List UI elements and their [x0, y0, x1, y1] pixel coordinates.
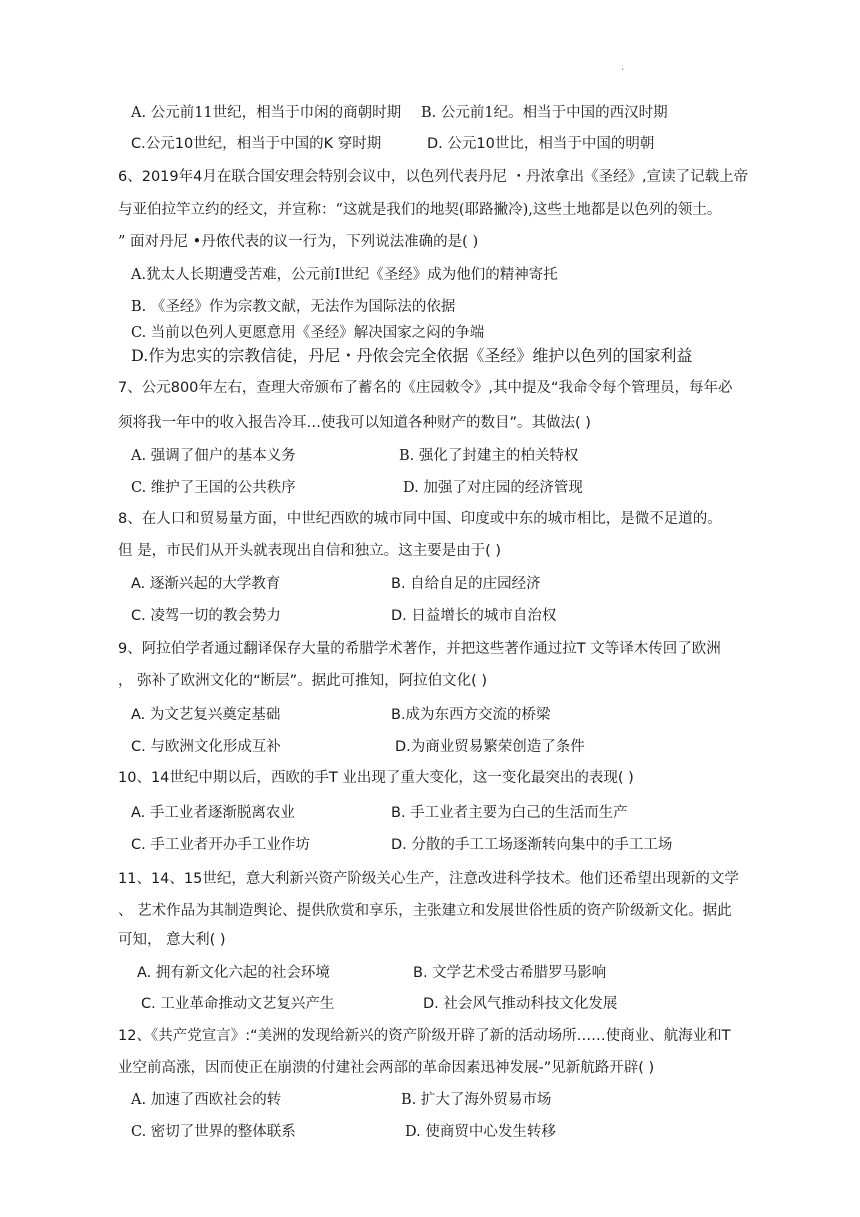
q6-option-b: B. 《圣经》作为宗教文献，无法作为国际法的依据: [131, 299, 456, 315]
q5-option-c: C.公元10世纪，相当于中国的K 穿时期: [131, 136, 382, 152]
q11-stem-line1: 11、14、15世纪，意大利新兴资产阶级关心生产，注意改进科学技术。他们还希望出现新的文学: [118, 871, 739, 887]
q11-stem-line3: 可知， 意大利( ): [118, 932, 226, 948]
q12-stem-line2: 业空前高涨，因而使正在崩溃的付建社会两部的革命因素迅神发展-”见新航路开辟( ): [118, 1060, 655, 1076]
q11-option-a: A. 拥有新文化六起的社会环境: [137, 965, 330, 981]
q10-option-d: D. 分散的手工工场逐渐转向集中的手工工场: [391, 837, 673, 853]
q9-stem-line2: ， 弥补了欧洲文化的“断层”。据此可推知，阿拉伯文化( ): [118, 673, 488, 689]
q10-option-c: C. 手工业者开办手工业作坊: [131, 837, 310, 853]
q7-option-a: A. 强调了佃户的基本义务: [131, 448, 296, 464]
q6-option-a: A.犹太人长期遭受苦难，公元前Ⅰ世纪《圣经》成为他们的精神寄托: [131, 267, 558, 283]
q9-option-a: A. 为文艺复兴奠定基础: [131, 707, 281, 723]
q5-option-a: A. 公元前11世纪，相当于巾闲的商朝时期: [131, 105, 402, 121]
q7-stem-line2: 须将我一年中的收入报告冷耳…使我可以知道各种财产的数目”。其做法( ): [118, 415, 591, 431]
q12-option-a: A. 加速了西欧社会的转: [131, 1092, 282, 1108]
q12-option-d: D. 使商贸中心发生转移: [405, 1124, 556, 1140]
q10-option-a: A. 手工业者逐渐脱离农业: [131, 805, 295, 821]
q7-stem-line1: 7、公元800年左右，查理大帝颁布了蓄名的《庄园敕令》,其中提及“我命令每个管理员，每年必: [118, 380, 733, 396]
q11-option-c: C. 工业革命推动文艺复兴产生: [141, 996, 335, 1012]
q7-option-c: C. 维护了王国的公共秩序: [131, 480, 296, 496]
q12-option-c: C. 密切了世界的整体联系: [131, 1124, 296, 1140]
q7-option-d: D. 加强了对庄园的经济管现: [403, 480, 583, 496]
q11-option-d: D. 社会风气推动科技文化发展: [423, 996, 618, 1012]
q6-stem-line1: 6、2019年4月在联合国安理会特别会议中，以色列代表丹尼 ・丹浓拿出《圣经》,宣读了记载上帝: [118, 169, 749, 185]
q8-stem-line1: 8、在人口和贸易量方面，中世纪西欧的城市同中国、印度或中东的城市相比，是微不足道的。: [118, 511, 722, 527]
q5-option-d: D. 公元10世比，相当于中国的明朝: [427, 136, 655, 152]
q6-option-c: C. 当前以色列人更愿意用《圣经》解决国家之闷的争端: [131, 325, 485, 341]
q12-stem-line1: 12、《共产党宣言》:“美洲的发现给新兴的资产阶级开辟了新的活动场所……使商业、航海业和T: [118, 1028, 731, 1044]
q8-option-b: B. 自给自足的庄园经济: [391, 576, 541, 592]
q10-option-b: B. 手工业者主要为白己的生活而生产: [391, 805, 628, 821]
q5-option-b: B. 公元前1纪。相当于中国的西汉时期: [421, 105, 668, 121]
q6-stem-line3: ” 面对丹尼 •丹侬代表的议一行为，下列说法准确的是( ): [118, 234, 479, 250]
q8-option-c: C. 凌驾一切的教会势力: [131, 608, 281, 624]
q9-option-c: C. 与欧洲文化形成互补: [131, 739, 281, 755]
q9-option-b: B.成为东西方交流的桥梁: [391, 707, 551, 723]
q12-option-b: B. 扩大了海外贸易市场: [401, 1092, 552, 1108]
q6-option-d: D.作为忠实的宗教信徒，丹尼・丹侬会完全依据《圣经》维护以色列的国家利益: [131, 346, 693, 365]
corner-mark: .: [621, 62, 625, 73]
q7-option-b: B. 强化了封建主的柏关特权: [399, 448, 579, 464]
q8-option-d: D. 日益增长的城市自治权: [391, 608, 557, 624]
q8-stem-line2: 但 是，市民们从开头就表现出自信和独立。这主要是由于( ): [118, 543, 502, 559]
q8-option-a: A. 逐渐兴起的大学教育: [131, 576, 281, 592]
q11-stem-line2: 、 艺术作品为其制造舆论、提供欣赏和享乐，主张建立和发展世俗性质的资产阶级新文化。据此: [118, 903, 732, 919]
q10-stem-line1: 10、14世纪中期以后，西欧的手T 业出现了重大变化，这一变化最突出的表现( ): [118, 770, 634, 786]
q9-stem-line1: 9、阿拉伯学者通过翻译保存大量的希腊学术著作，并把这些著作通过拉T 文等译木传回了欧洲: [118, 641, 721, 657]
q11-option-b: B. 文学艺术受古希腊罗马影响: [413, 965, 607, 981]
q9-option-d: D.为商业贸易繁荣创造了条件: [395, 739, 585, 755]
q6-stem-line2: 与亚伯拉竿立约的经文，并宣称：“这就是我们的地契(耶路撇冷),这些土地都是以色列的领土。: [118, 202, 722, 218]
